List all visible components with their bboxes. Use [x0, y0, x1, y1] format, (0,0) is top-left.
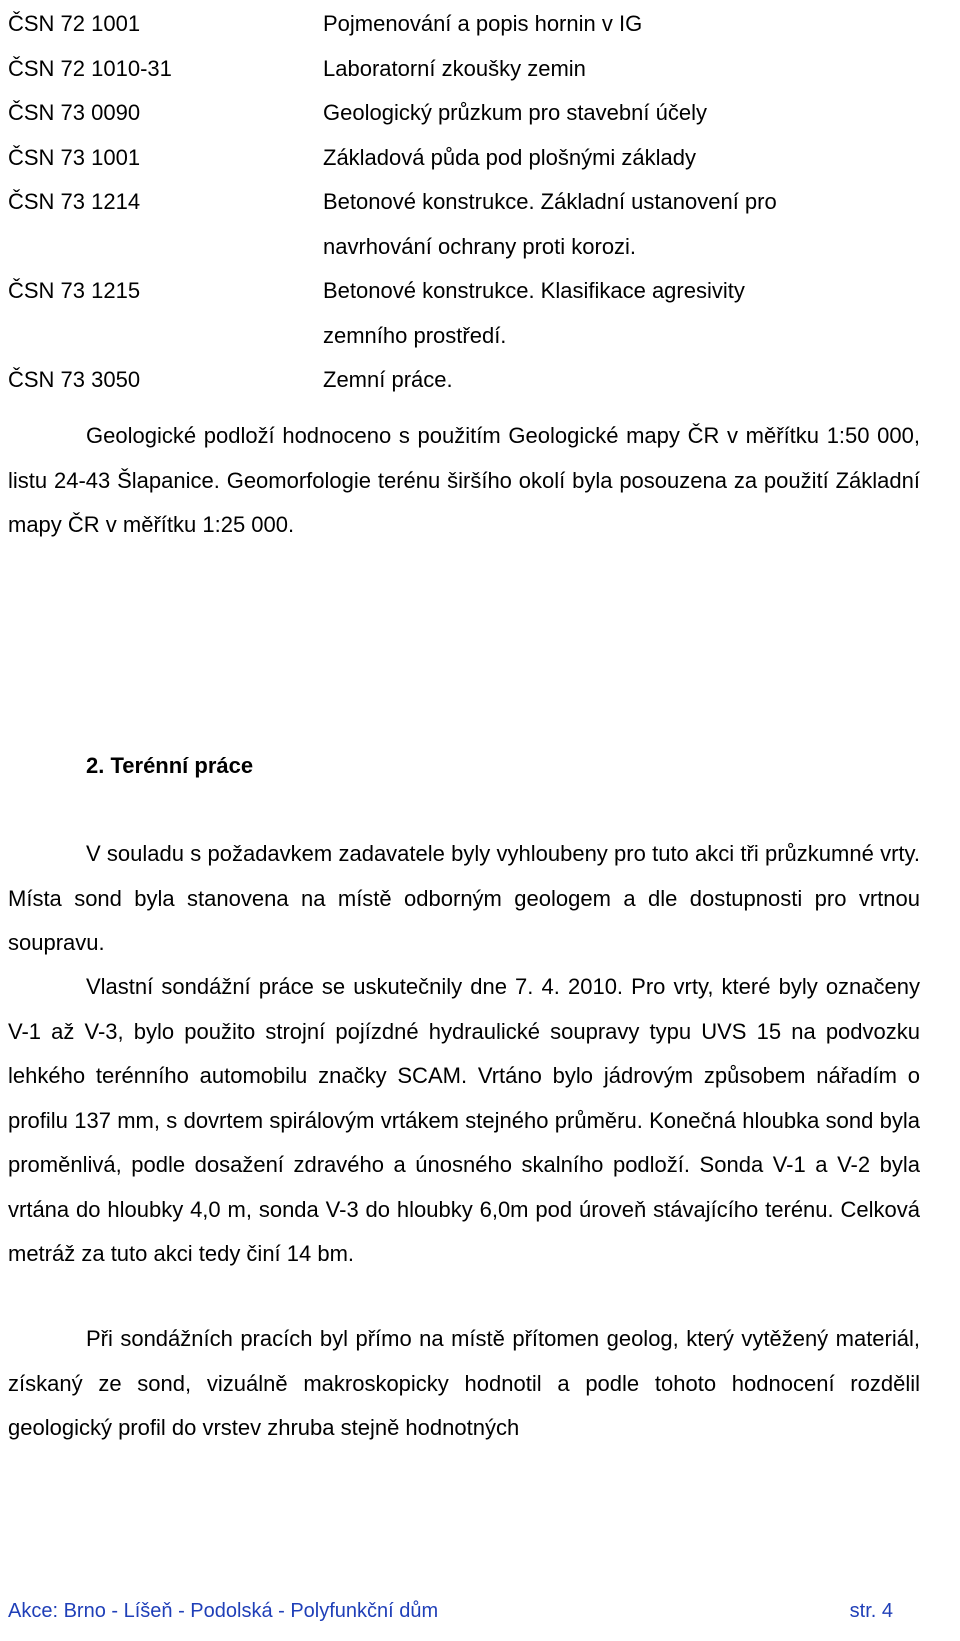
- norm-description-line: Pojmenování a popis hornin v IG: [323, 11, 643, 36]
- norm-description-line: navrhování ochrany proti korozi.: [323, 233, 637, 259]
- norm-code: ČSN 72 1001: [8, 11, 141, 36]
- footer-page-number: str. 4: [849, 1600, 893, 1622]
- norm-code: ČSN 72 1010-31: [8, 55, 172, 81]
- norm-row: [8, 2, 920, 47]
- geology-paragraph: Geologické podloží hodnoceno s použitím Geologické mapy ČR v měřítku 1:50 000, listu 24-43 Šlapanice. Geomorfologie terénu širšího okolí byla posouzena za použití Základní mapy ČR v měřítku 1:25 000.: [8, 423, 920, 537]
- norm-row: [8, 269, 920, 358]
- footer-project-name: Akce: Brno - Líšeň - Podolská - Polyfunkční dům: [8, 1600, 439, 1622]
- norm-list: [8, 2, 920, 403]
- norm-description-line: Laboratorní zkoušky zemin: [323, 55, 586, 81]
- norm-description-line: Geologický průzkum pro stavební účely: [323, 100, 707, 125]
- norm-description-line: Zemní práce.: [323, 367, 453, 392]
- norm-description: [323, 180, 920, 269]
- norm-description: [323, 358, 920, 403]
- body-paragraph: Při sondážních pracích byl přímo na místě přítomen geolog, který vytěžený materiál, získaný ze sond, vizuálně makroskopicky hodnotil a podle tohoto hodnocení rozdělil geologický profil do vrstev zhruba stejně hodnotných: [8, 1326, 920, 1440]
- section-heading: 2. Terénní práce: [86, 753, 254, 778]
- norm-description-line: Betonové konstrukce. Klasifikace agresivity: [323, 278, 745, 303]
- norm-description: [323, 269, 920, 358]
- norm-row: [8, 47, 920, 92]
- norm-code: ČSN 73 0090: [8, 100, 141, 125]
- body-paragraph: V souladu s požadavkem zadavatele byly vyhloubeny pro tuto akci tři průzkumné vrty. Místa sond byla stanovena na místě odborným geologem a dle dostupnosti pro vrtnou soupravu.: [8, 841, 920, 955]
- norm-description: [323, 47, 920, 92]
- norm-description: [323, 136, 920, 181]
- norm-code: ČSN 73 3050: [8, 367, 141, 392]
- norm-description: [323, 2, 920, 47]
- norm-code: ČSN 73 1001: [8, 144, 141, 170]
- norm-description-line: zemního prostředí.: [323, 322, 507, 348]
- norm-code: ČSN 73 1214: [8, 189, 141, 214]
- norm-row: [8, 91, 920, 136]
- norm-row: [8, 136, 920, 181]
- norm-code: ČSN 73 1215: [8, 278, 141, 303]
- body-paragraph: Vlastní sondážní práce se uskutečnily dne 7. 4. 2010. Pro vrty, které byly označeny V-1 až V-3, bylo použito strojní pojízdné hydraulické soupravy typu UVS 15 na podvozku lehkého terénního automobilu značky SCAM. Vrtáno bylo jádrovým způsobem nářadím o profilu 137 mm, s dovrtem spirálovým vrtákem stejného průměru. Konečná hloubka sond byla proměnlivá, podle dosažení zdravého a únosného skalního podloží. Sonda V-1 a V-2 byla vrtána do hloubky 4,0 m, sonda V-3 do hloubky 6,0m pod úroveň stávajícího terénu. Celková metráž za tuto akci tedy činí 14 bm.: [8, 974, 920, 1266]
- norm-description: [323, 91, 920, 136]
- norm-row: [8, 180, 920, 269]
- norm-description-line: Betonové konstrukce. Základní ustanovení pro: [323, 189, 777, 214]
- norm-description-line: Základová půda pod plošnými základy: [323, 144, 697, 170]
- norm-row: [8, 358, 920, 403]
- page-footer: [8, 1596, 893, 1626]
